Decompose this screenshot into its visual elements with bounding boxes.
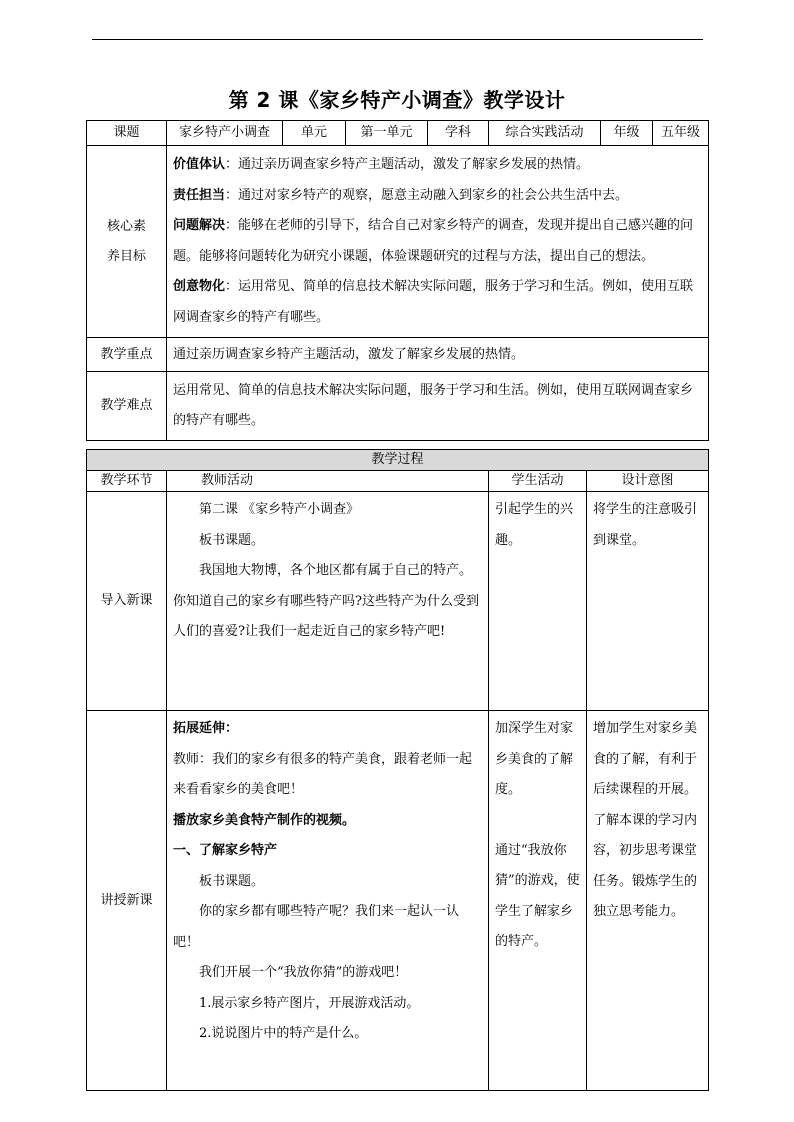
new-student: 加深学生对家乡美食的了解度。 通过“我放你猜”的游戏，使学生了解家乡的特产。: [489, 711, 587, 1091]
intro-student: 引起学生的兴趣。: [489, 492, 587, 711]
page-title: 第 2 课《家乡特产小调查》教学设计: [228, 88, 566, 112]
header-student: 学生活动: [489, 471, 587, 492]
process-header-row: [87, 471, 709, 492]
new-stage: 讲授新课: [87, 711, 167, 1091]
goal-item: 责任担当：通过对家乡特产的观察，愿意主动融入到家乡的社会公共生活中去。: [173, 187, 629, 203]
grade-value: 五年级: [653, 121, 709, 146]
subject-value: 综合实践活动: [489, 121, 601, 146]
course-value: 家乡特产小调查: [167, 121, 283, 146]
key-point-label: 教学重点: [87, 338, 167, 372]
lesson-info-table: [86, 120, 709, 441]
intro-teacher: 第二课 《家乡特产小调查》 板书课题。 我国地大物博，各个地区都有属于自己的特产。你知道自己的家乡有哪些特产吗?这些特产为什么受到人们的喜爱?让我们一起走近自己的家乡特产吧!: [167, 492, 489, 711]
intro-row: [87, 492, 709, 711]
subject-label: 学科: [428, 121, 489, 146]
header-teacher: 教师活动: [167, 471, 489, 492]
course-label: 课题: [87, 121, 167, 146]
difficulty-text: 运用常见、简单的信息技术解决实际问题，服务于学习和生活。例如，使用互联网调查家乡的特产有哪些。: [167, 372, 709, 441]
process-title-row: [87, 450, 709, 471]
process-title: 教学过程: [87, 450, 709, 471]
process-table: [86, 449, 709, 1091]
goal-item: 问题解决：能够在老师的引导下，结合自己对家乡特产的调查，发现并提出自己感兴趣的问题。能够将问题转化为研究小课题，体验课题研究的过程与方法，提出自己的想法。: [173, 218, 694, 264]
key-point-text: 通过亲历调查家乡特产主题活动，激发了解家乡发展的热情。: [167, 338, 709, 372]
unit-label: 单元: [283, 121, 346, 146]
key-point-row: [87, 338, 709, 372]
header-stage: 教学环节: [87, 471, 167, 492]
header-intent: 设计意图: [587, 471, 709, 492]
new-teacher: 拓展延伸： 教师：我们的家乡有很多的特产美食，跟着老师一起来看看家乡的美食吧！ 播放家乡美食特产制作的视频。 一、了解家乡特产 板书课题。 你的家乡都有哪些特产呢？我们来一起认一认吧！ 我们开展一个“我放你猜”的游戏吧！ 1.展示家乡特产图片，开展游戏活动。 2.说说图片中的特产是什么。: [167, 711, 489, 1091]
new-lesson-row: [87, 711, 709, 1091]
grade-label: 年级: [601, 121, 653, 146]
intro-intent: 将学生的注意吸引到课堂。: [587, 492, 709, 711]
goal-item: 创意物化：运用常见、简单的信息技术解决实际问题，服务于学习和生活。例如，使用互联网调查家乡的特产有哪些。: [173, 279, 694, 325]
info-row: [87, 121, 709, 146]
difficulty-row: [87, 372, 709, 441]
difficulty-label: 教学难点: [87, 372, 167, 441]
header-rule: [92, 39, 703, 40]
intro-stage: 导入新课: [87, 492, 167, 711]
goals-row: [87, 146, 709, 338]
goals-content: [167, 146, 709, 338]
goals-label: 核心素 养目标: [87, 146, 167, 338]
unit-value: 第一单元: [346, 121, 428, 146]
goal-item: 价值体认：通过亲历调查家乡特产主题活动，激发了解家乡发展的热情。: [173, 157, 590, 172]
new-intent: 增加学生对家乡美食的了解，有利于后续课程的开展。 了解本课的学习内容，初步思考课堂任务。锻炼学生的独立思考能力。: [587, 711, 709, 1091]
